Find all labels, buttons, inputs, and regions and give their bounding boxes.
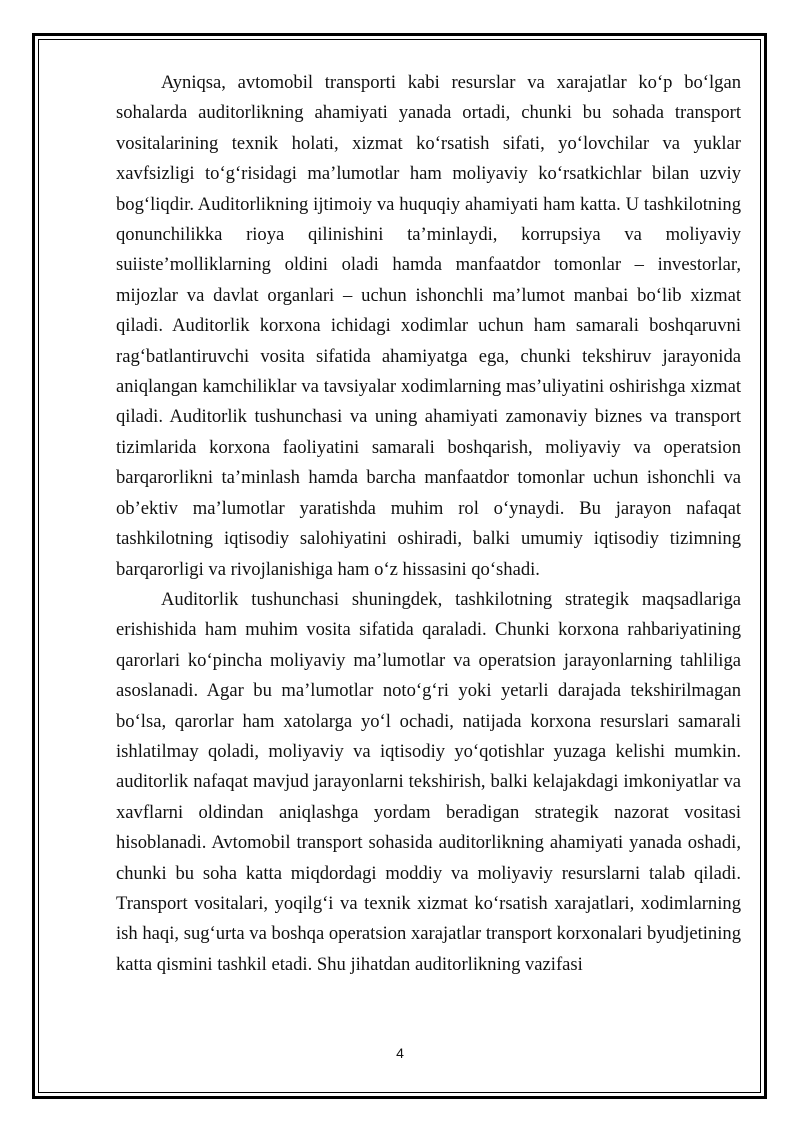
document-body xyxy=(116,68,741,980)
paragraph: Ayniqsa, avtomobil transporti kabi resurslar va xarajatlar ko‘p bo‘lgan sohalarda auditorlikning ahamiyati yanada ortadi, chunki bu sohada transport vositalarining texnik holati, xizmat ko‘rsatish sifati, yo‘lovchilar va yuklar xavfsizligi to‘g‘risidagi ma’lumotlar ham moliyaviy ko‘rsatkichlar bilan uzviy bog‘liqdir. Auditorlikning ijtimoiy va huquqiy ahamiyati ham katta. U tashkilotning qonunchilikka rioya qilinishini ta’minlaydi, korrupsiya va moliyaviy suiiste’molliklarning oldini oladi hamda manfaatdor tomonlar – investorlar, mijozlar va davlat organlari – uchun ishonchli ma’lumot manbai bo‘lib xizmat qiladi. Auditorlik korxona ichidagi xodimlar uchun ham samarali boshqaruvni rag‘batlantiruvchi vosita sifatida ahamiyatga ega, chunki tekshiruv jarayonida aniqlangan kamchiliklar va tavsiyalar xodimlarning mas’uliyatini oshirishga xizmat qiladi. Auditorlik tushunchasi va uning ahamiyati zamonaviy biznes va transport tizimlarida korxona faoliyatini samarali boshqarish, moliyaviy va operatsion barqarorlikni ta’minlash hamda barcha manfaatdor tomonlar uchun ishonchli va ob’ektiv ma’lumotlar yaratishda muhim rol o‘ynaydi. Bu jarayon nafaqat tashkilotning iqtisodiy salohiyatini oshiradi, balki umumiy iqtisodiy tizimning barqarorligi va rivojlanishiga ham o‘z hissasini qo‘shadi. xyxy=(116,72,741,580)
paragraph: Auditorlik tushunchasi shuningdek, tashkilotning strategik maqsadlariga erishishida ham muhim vosita sifatida qaraladi. Chunki korxona rahbariyatining qarorlari ko‘pincha moliyaviy ma’lumotlar va operatsion jarayonlarning tahliliga asoslanadi. Agar bu ma’lumotlar noto‘g‘ri yoki yetarli darajada tekshirilmagan bo‘lsa, qarorlar ham xatolarga yo‘l ochadi, natijada korxona resurslari samarali ishlatilmay qoladi, moliyaviy va iqtisodiy yo‘qotishlar yuzaga kelishi mumkin. auditorlik nafaqat mavjud jarayonlarni tekshirish, balki kelajakdagi imkoniyatlar va xavflarni oldindan aniqlashga yordam beradigan strategik nazorat vositasi hisoblanadi. Avtomobil transport sohasida auditorlikning ahamiyati yanada oshadi, chunki bu soha katta miqdordagi moddiy va moliyaviy resurslarni talab qiladi. Transport vositalari, yoqilg‘i va texnik xizmat ko‘rsatish xarajatlari, xodimlarning ish haqi, sug‘urta va boshqa operatsion xarajatlar transport korxonalari byudjetining katta qismini tashkil etadi. Shu jihatdan auditorlikning vazifasi xyxy=(116,588,741,975)
page-number: 4 xyxy=(396,1045,404,1061)
